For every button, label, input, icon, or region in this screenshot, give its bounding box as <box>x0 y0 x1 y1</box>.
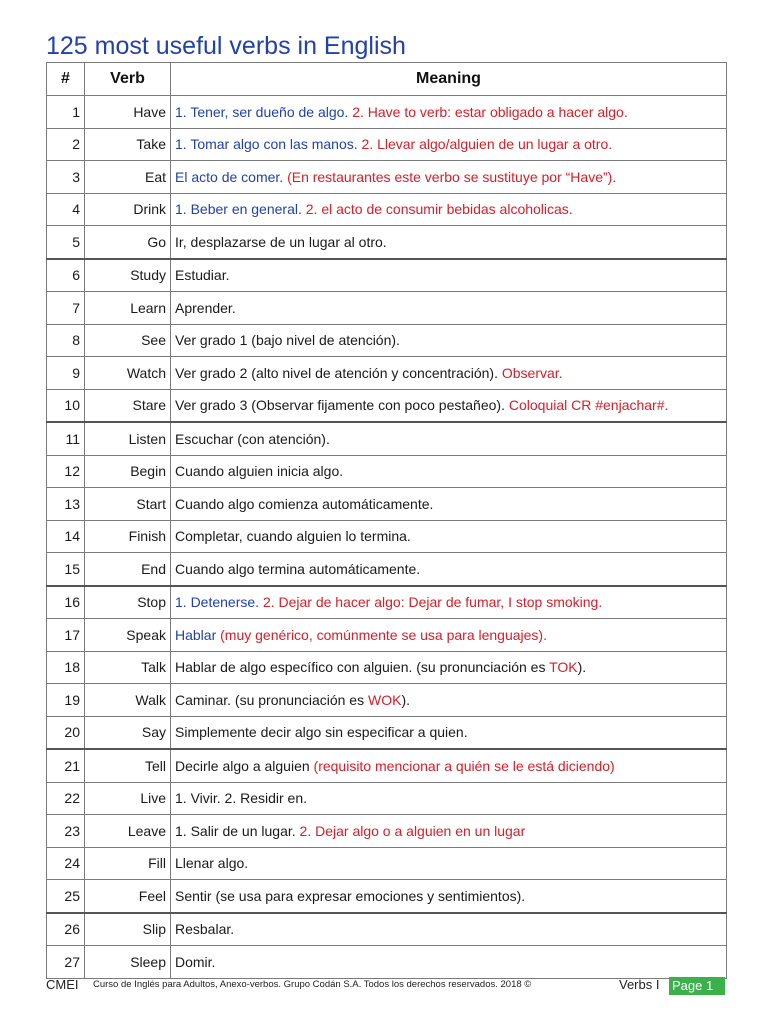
row-meaning <box>171 782 727 815</box>
header-verb: Verb <box>85 63 171 96</box>
meaning-segment: ). <box>401 691 411 708</box>
row-meaning <box>171 913 727 946</box>
row-number: 26 <box>47 913 85 946</box>
row-number: 7 <box>47 292 85 325</box>
row-verb: Walk <box>85 684 171 717</box>
table-row <box>47 716 727 749</box>
meaning-segment: (requisito mencionar a quién se le está diciendo) <box>313 757 615 774</box>
table-row <box>47 684 727 717</box>
row-number: 15 <box>47 553 85 586</box>
meaning-segment: Cuando algo termina automáticamente. <box>175 560 421 577</box>
row-verb: Speak <box>85 619 171 652</box>
meaning-segment: (En restaurantes este verbo se sustituye por “Have”). <box>287 168 617 185</box>
row-number: 23 <box>47 815 85 848</box>
table-row <box>47 389 727 422</box>
row-number: 19 <box>47 684 85 717</box>
row-number: 11 <box>47 422 85 455</box>
meaning-segment: 1. Salir de un lugar. <box>175 822 300 839</box>
table-row <box>47 161 727 194</box>
table-row <box>47 586 727 619</box>
row-meaning <box>171 324 727 357</box>
row-number: 13 <box>47 488 85 521</box>
row-number: 27 <box>47 946 85 979</box>
meaning-segment: Sentir (se usa para expresar emociones y sentimientos). <box>175 887 526 904</box>
row-number: 4 <box>47 193 85 226</box>
row-verb: Have <box>85 96 171 129</box>
table-row <box>47 619 727 652</box>
meaning-segment: 1. Tener, ser dueño de algo. <box>175 103 353 120</box>
table-row <box>47 749 727 782</box>
table-row <box>47 815 727 848</box>
table-row <box>47 226 727 259</box>
row-number: 21 <box>47 749 85 782</box>
row-number: 14 <box>47 520 85 553</box>
row-meaning <box>171 259 727 292</box>
meaning-segment: Ver grado 3 (Observar fijamente con poco pestañeo). <box>175 397 509 414</box>
row-number: 10 <box>47 389 85 422</box>
meaning-segment: Escuchar (con atención). <box>175 430 330 447</box>
meaning-segment: Ir, desplazarse de un lugar al otro. <box>175 233 387 250</box>
footer-org: CMEI <box>46 977 79 992</box>
row-meaning <box>171 422 727 455</box>
meaning-segment: Domir. <box>175 953 216 970</box>
row-number: 9 <box>47 357 85 390</box>
table-row <box>47 782 727 815</box>
row-verb: Talk <box>85 651 171 684</box>
row-verb: Feel <box>85 880 171 913</box>
table-row <box>47 422 727 455</box>
row-meaning <box>171 815 727 848</box>
row-meaning <box>171 716 727 749</box>
table-row <box>47 357 727 390</box>
meaning-segment: 1. Detenerse. <box>175 594 263 611</box>
table-row <box>47 913 727 946</box>
row-meaning <box>171 619 727 652</box>
row-meaning <box>171 847 727 880</box>
row-number: 2 <box>47 128 85 161</box>
row-verb: Drink <box>85 193 171 226</box>
meaning-segment: Observar. <box>501 364 563 381</box>
row-verb: Learn <box>85 292 171 325</box>
meaning-segment: TOK <box>549 659 578 676</box>
row-meaning <box>171 389 727 422</box>
row-verb: See <box>85 324 171 357</box>
row-meaning <box>171 161 727 194</box>
row-verb: Sleep <box>85 946 171 979</box>
row-number: 17 <box>47 619 85 652</box>
meaning-segment: WOK <box>368 691 402 708</box>
row-number: 22 <box>47 782 85 815</box>
row-meaning <box>171 880 727 913</box>
meaning-segment: Hablar <box>175 626 221 643</box>
meaning-segment: 1. Tomar algo con las manos. <box>175 136 362 153</box>
row-number: 1 <box>47 96 85 129</box>
meaning-segment: Hablar de algo específico con alguien. (su pronunciación es <box>175 659 550 676</box>
row-verb: Leave <box>85 815 171 848</box>
table-row <box>47 455 727 488</box>
meaning-segment: Estudiar. <box>175 267 230 284</box>
row-number: 12 <box>47 455 85 488</box>
row-meaning <box>171 684 727 717</box>
row-meaning <box>171 455 727 488</box>
row-verb: Fill <box>85 847 171 880</box>
meaning-segment: 1. Vivir. 2. Residir en. <box>175 790 308 807</box>
row-verb: Begin <box>85 455 171 488</box>
table-row <box>47 880 727 913</box>
meaning-segment: (muy genérico, comúnmente se usa para lenguajes). <box>220 626 547 643</box>
meaning-segment: Caminar. (su pronunciación es <box>175 691 368 708</box>
row-number: 8 <box>47 324 85 357</box>
meaning-segment: Simplemente decir algo sin especificar a quien. <box>175 724 468 741</box>
page-footer <box>46 976 727 996</box>
footer-section: Verbs I <box>619 977 660 992</box>
row-number: 25 <box>47 880 85 913</box>
row-verb: Slip <box>85 913 171 946</box>
meaning-segment: Completar, cuando alguien lo termina. <box>175 528 411 545</box>
table-row <box>47 488 727 521</box>
row-meaning <box>171 651 727 684</box>
table-row <box>47 553 727 586</box>
meaning-segment: Cuando algo comienza automáticamente. <box>175 495 434 512</box>
row-verb: Stare <box>85 389 171 422</box>
table-row <box>47 193 727 226</box>
header-meaning: Meaning <box>171 63 727 96</box>
meaning-segment: Aprender. <box>175 299 236 316</box>
row-meaning <box>171 488 727 521</box>
table-row <box>47 847 727 880</box>
row-number: 16 <box>47 586 85 619</box>
table-row <box>47 292 727 325</box>
page-title: 125 most useful verbs in English <box>46 32 406 60</box>
meaning-segment: 2. Have to verb: estar obligado a hacer algo. <box>352 103 628 120</box>
table-row <box>47 520 727 553</box>
meaning-segment: Llenar algo. <box>175 855 249 872</box>
row-verb: Take <box>85 128 171 161</box>
meaning-segment: ). <box>577 659 587 676</box>
row-verb: Eat <box>85 161 171 194</box>
row-meaning <box>171 96 727 129</box>
row-verb: Stop <box>85 586 171 619</box>
row-meaning <box>171 128 727 161</box>
row-meaning <box>171 586 727 619</box>
row-verb: End <box>85 553 171 586</box>
meaning-segment: 2. Llevar algo/alguien de un lugar a otro. <box>361 136 613 153</box>
meaning-segment: Ver grado 1 (bajo nivel de atención). <box>175 332 400 349</box>
table-row <box>47 96 727 129</box>
table-row <box>47 946 727 979</box>
row-meaning <box>171 946 727 979</box>
row-number: 20 <box>47 716 85 749</box>
meaning-segment: Ver grado 2 (alto nivel de atención y concentración). <box>175 364 502 381</box>
meaning-segment: Resbalar. <box>175 921 235 938</box>
row-verb: Say <box>85 716 171 749</box>
row-meaning <box>171 226 727 259</box>
meaning-segment: 2. Dejar de hacer algo: Dejar de fumar, I stop smoking. <box>262 594 603 611</box>
meaning-segment: El acto de comer. <box>175 168 288 185</box>
table-row <box>47 259 727 292</box>
row-number: 5 <box>47 226 85 259</box>
row-verb: Start <box>85 488 171 521</box>
table-row <box>47 324 727 357</box>
page-number-badge: Page 1 <box>669 977 725 995</box>
row-verb: Listen <box>85 422 171 455</box>
row-number: 24 <box>47 847 85 880</box>
meaning-segment: Cuando alguien inicia algo. <box>175 463 344 480</box>
meaning-segment: Coloquial CR #enjachar#. <box>508 397 669 414</box>
table-row <box>47 128 727 161</box>
meaning-segment: Decirle algo a alguien <box>175 757 314 774</box>
footer-copyright: Curso de Inglés para Adultos, Anexo-verbos. Grupo Codán S.A. Todos los derechos reservados. 2018 © <box>93 979 532 990</box>
row-number: 6 <box>47 259 85 292</box>
row-meaning <box>171 292 727 325</box>
row-verb: Go <box>85 226 171 259</box>
row-verb: Tell <box>85 749 171 782</box>
row-number: 18 <box>47 651 85 684</box>
row-meaning <box>171 553 727 586</box>
meaning-segment: 2. el acto de consumir bebidas alcoholicas. <box>305 201 573 218</box>
row-meaning <box>171 357 727 390</box>
row-verb: Study <box>85 259 171 292</box>
row-verb: Live <box>85 782 171 815</box>
meaning-segment: 1. Beber en general. <box>175 201 306 218</box>
row-number: 3 <box>47 161 85 194</box>
meaning-segment: 2. Dejar algo o a alguien en un lugar <box>299 822 526 839</box>
row-verb: Watch <box>85 357 171 390</box>
row-meaning <box>171 520 727 553</box>
row-meaning <box>171 749 727 782</box>
header-number: # <box>47 63 85 96</box>
row-meaning <box>171 193 727 226</box>
row-verb: Finish <box>85 520 171 553</box>
table-header-row <box>47 63 727 96</box>
verbs-table <box>46 62 727 979</box>
verb-rows <box>47 96 727 979</box>
table-row <box>47 651 727 684</box>
